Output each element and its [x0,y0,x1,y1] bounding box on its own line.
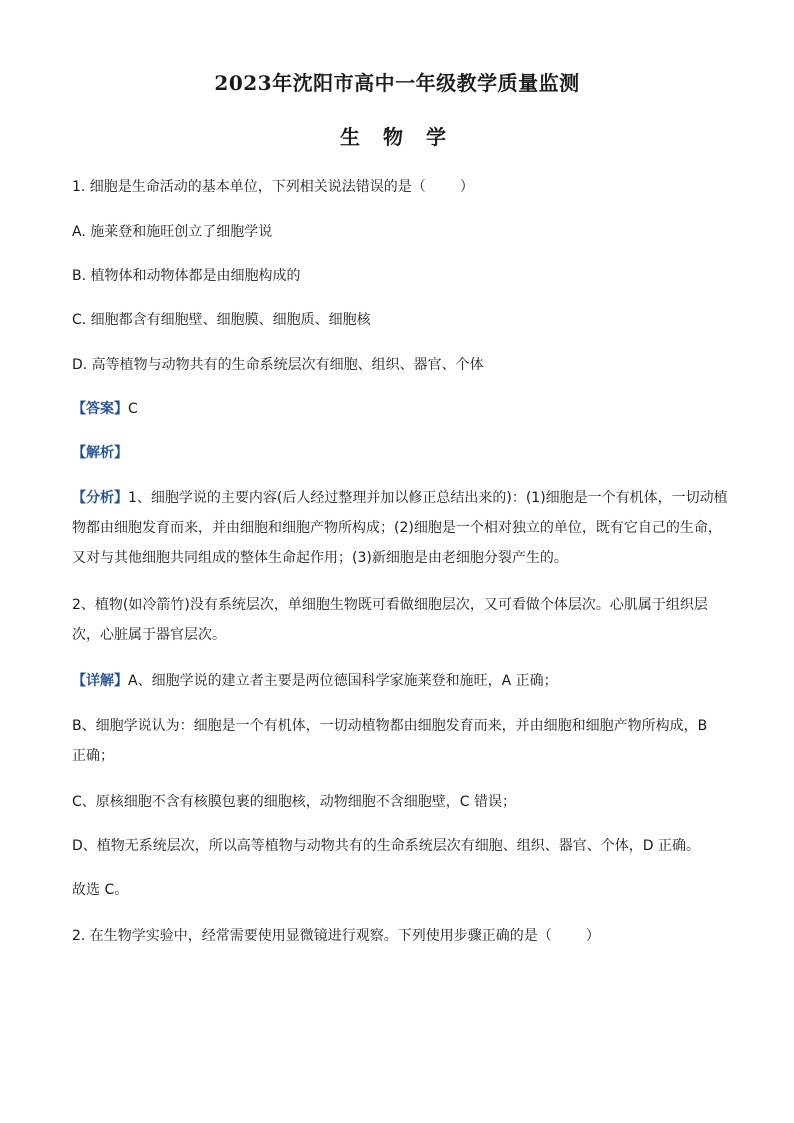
analysis-heading [72,443,732,463]
option-a: A. 施莱登和施旺创立了细胞学说 [72,224,273,240]
option-d: D. 高等植物与动物共有的生命系统层次有细胞、组织、器官、个体 [72,357,484,373]
answer-value: C [128,401,138,417]
question-1-stem-text: 1. 细胞是生命活动的基本单位，下列相关说法错误的是（ [72,179,426,195]
fenxi-line-3: 又对与其他细胞共同组成的整体生命起作用；(3)新细胞是由老细胞分裂产生的。 [72,550,568,566]
question-2-stem-text: 2. 在生物学实验中，经常需要使用显微镜进行观察。下列使用步骤正确的是（ [72,928,552,944]
question-1-stem-close: ） [459,179,474,195]
document-subject: 生 物 学 [340,125,454,149]
analysis-tag: 【解析】 [72,445,128,461]
fenxi-line-1 [72,488,732,508]
detail-a-text: A、细胞学说的建立者主要是两位德国科学家施莱登和施旺，A 正确； [128,673,558,689]
detail-d-line: D、植物无系统层次，所以高等植物与动物共有的生命系统层次有细胞、组织、器官、个体，D 正确。 [72,838,701,854]
detail-b-line-1: B、细胞学说认为：细胞是一个有机体，一切动植物都由细胞发育而来，并由细胞和细胞产物所构成，B [72,718,708,734]
document-title: 2023年沈阳市高中一年级教学质量监测 [214,71,580,95]
question-2-stem-close: ） [585,928,600,944]
fenxi2-line-2: 次，心脏属于器官层次。 [72,627,226,643]
detail-c-line: C、原核细胞不含有核膜包裹的细胞核，动物细胞不含细胞壁，C 错误； [72,794,516,810]
fenxi-text-1: 1、细胞学说的主要内容(后人经过整理并加以修正总结出来的)：(1)细胞是一个有机体，一切动植 [128,490,728,506]
conclusion-line: 故选 C。 [72,882,129,898]
option-c: C. 细胞都含有细胞壁、细胞膜、细胞质、细胞核 [72,312,371,328]
fenxi-line-2: 物都由细胞发育而来，并由细胞和细胞产物所构成；(2)细胞是一个相对独立的单位，既有它自己的生命， [72,520,722,536]
detail-a-line [72,671,732,691]
option-b: B. 植物体和动物体都是由细胞构成的 [72,268,301,284]
answer-tag: 【答案】 [72,401,128,417]
answer-line [72,399,732,419]
fenxi2-line-1: 2、植物(如冷箭竹)没有系统层次，单细胞生物既可看做细胞层次，又可看做个体层次。心肌属于组织层 [72,597,708,613]
detail-b-line-2: 正确； [72,748,114,764]
question-1-stem [72,177,732,197]
question-2-stem [72,926,732,946]
detail-tag: 【详解】 [72,673,128,689]
fenxi-tag: 【分析】 [72,490,128,506]
